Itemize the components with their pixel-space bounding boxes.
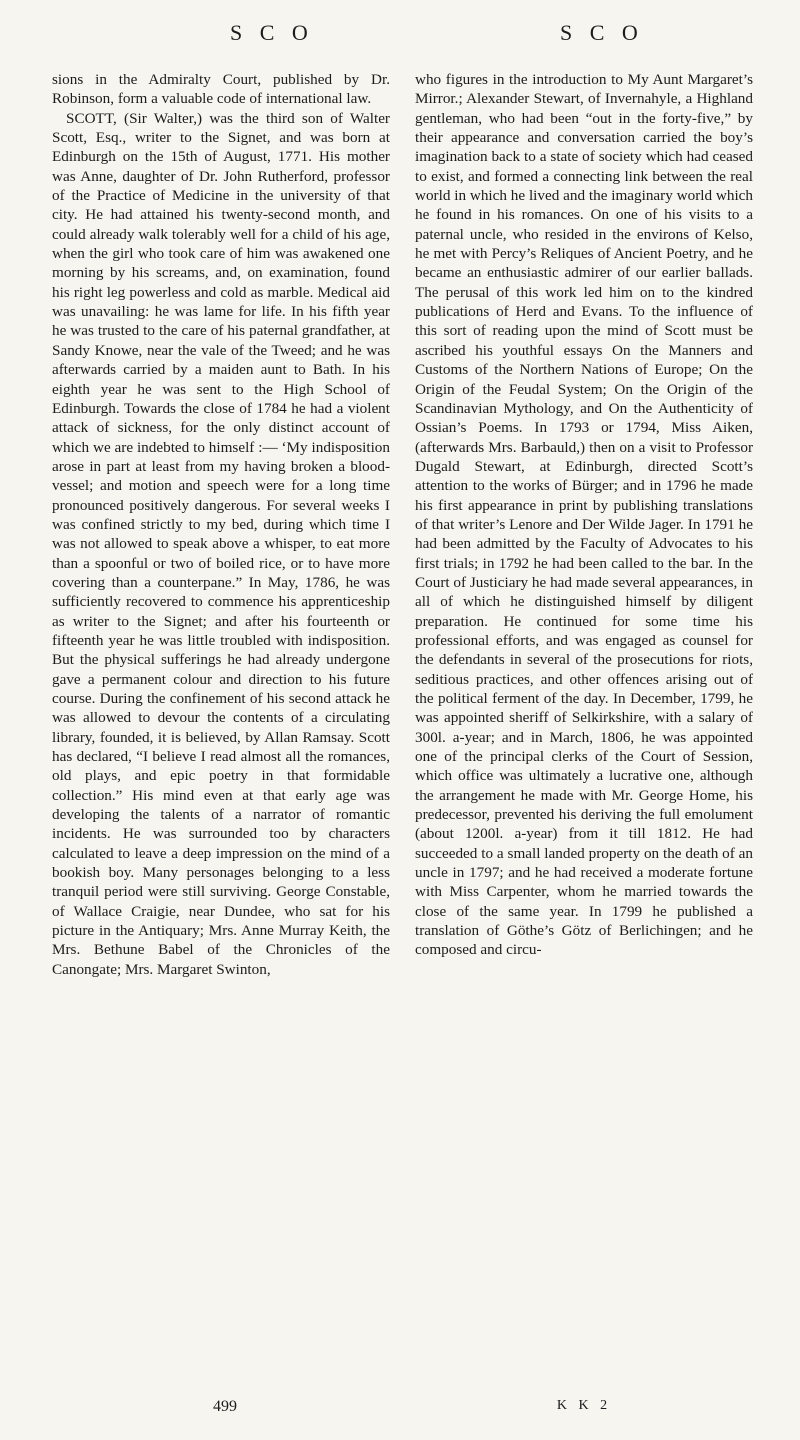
scott-entry <box>52 109 390 979</box>
continued-paragraph: sions in the Admiralty Court, published by Dr. Robinson, form a valuable code of international law. <box>52 71 390 108</box>
running-head-right: S C O <box>560 20 644 45</box>
entry-body: was the third son of Walter Scott, Esq., writer to the Signet, and was born at Edinburgh on the 15th of August, 1771. His mother was Anne, daughter of Dr. John Rutherford, professor of the Practice of Medicine in the university of that city. He had attained his twenty-second month, and could already walk tolerably well for a child of his age, when the girl who took care of him was awakened one morning by his screams, and, on examination, found his right leg powerless and cold as marble. Medical aid was unavailing: he was lame for life. In his fifth year he was trusted to the care of his paternal grandfather, at Sandy Knowe, near the vale of the Tweed; and he was afterwards carried by a maiden aunt to Bath. In his eighth year he was sent to the High School of Edinburgh. Towards the close of 1784 he had a violent attack of sickness, for the only distinct account of which we are indebted to himself :— ‘My indisposition arose in part at least from my having broken a blood-vessel; and motion and speech were for a long time pronounced positively dangerous. For several weeks I was confined strictly to my bed, during which time I was not allowed to speak above a whisper, to eat more than a spoonful or two of boiled rice, or to have more covering than a counterpane.” In May, 1786, he was sufficiently recovered to commence his apprenticeship as writer to the Signet; and after his fourteenth or fifteenth year he was little troubled with indisposition. But the physical sufferings he had already undergone gave a permanent colour and direction to his future course. During the confinement of his second attack he was allowed to devour the contents of a circulating library, founded, it is believed, by Allan Ramsay. Scott has declared, “I believe I read almost all the romances, old plays, and epic poetry in that formidable collection.” His mind even at that early age was developing the talents of a narrator of romantic incidents. He was surrounded too by characters calculated to leave a deep impression on the mind of a bookish boy. Many personages belonging to a less tranquil period were still surviving. George Constable, of Wallace Craigie, near Dundee, who sat for his picture in the Antiquary; Mrs. Anne Murray Keith, the Mrs. Bethune Babel of the Chronicles of the Canongate; Mrs. Margaret Swinton, <box>52 109 390 978</box>
running-header <box>0 20 800 56</box>
running-head-left: S C O <box>230 20 314 45</box>
right-column-text: who figures in the introduction to My Aunt Margaret’s Mirror.; Alexander Stewart, of Invernahyle, a Highland gentleman, who had been “out in the forty-five,” by their appearance and conversation carried the boy’s imagination back to a state of society which had ceased to exist, and formed a connecting link between the real world in which he lived and the imaginary world which he found in his romances. On one of his visits to a paternal uncle, who resided in the environs of Kelso, he met with Percy’s Reliques of Ancient Poetry, and he became an enthusiastic admirer of our earlier ballads. The perusal of this work led him on to the kindred publications of Herd and Evans. To the influence of this sort of reading upon the mind of Scott must be ascribed his youthful essays On the Manners and Customs of the Northern Nations of Europe; On the Origin of the Feudal System; On the Origin of the Scandinavian Mythology, and On the Authenticity of Ossian’s Poems. In 1793 or 1794, Miss Aiken, (afterwards Mrs. Barbauld,) then on a visit to Professor Dugald Stewart, at Edinburgh, directed Scott’s attention to the works of Bürger; and in 1796 he made his first appearance in print by publishing translations of that writer’s Lenore and Der Wilde Jager. In 1791 he had been admitted by the Faculty of Advocates to his first trials; in 1792 he had been called to the bar. In the Court of Justiciary he had made several appearances, in all of which he distinguished himself by diligent preparation. He continued for some time his professional efforts, and was engaged as counsel for the defendants in several of the prosecutions for riots, seditious practices, and other offences arising out of the political ferment of the day. In December, 1799, he was appointed sheriff of Selkirkshire, with a salary of 300l. a-year; and in March, 1806, he was appointed one of the principal clerks of the Court of Session, which office was ultimately a lucrative one, although the arrangement he made with Mr. George Home, his predecessor, prevented his deriving the full emolument (about 1200l. a-year) from it till 1812. He had succeeded to a small landed property on the death of an uncle in 1797; and he had received a moderate fortune with Miss Carpenter, whom he married towards the close of the same year. In 1799 he published a translation of Göthe’s Götz of Berlichingen; and he composed and circu- <box>415 71 753 959</box>
signature-mark: K K 2 <box>556 1398 612 1413</box>
right-text-column <box>415 70 753 960</box>
left-text-column <box>52 70 390 979</box>
page-number: 499 <box>213 1398 237 1415</box>
entry-headword: SCOTT, (Sir Walter,) <box>66 109 203 127</box>
